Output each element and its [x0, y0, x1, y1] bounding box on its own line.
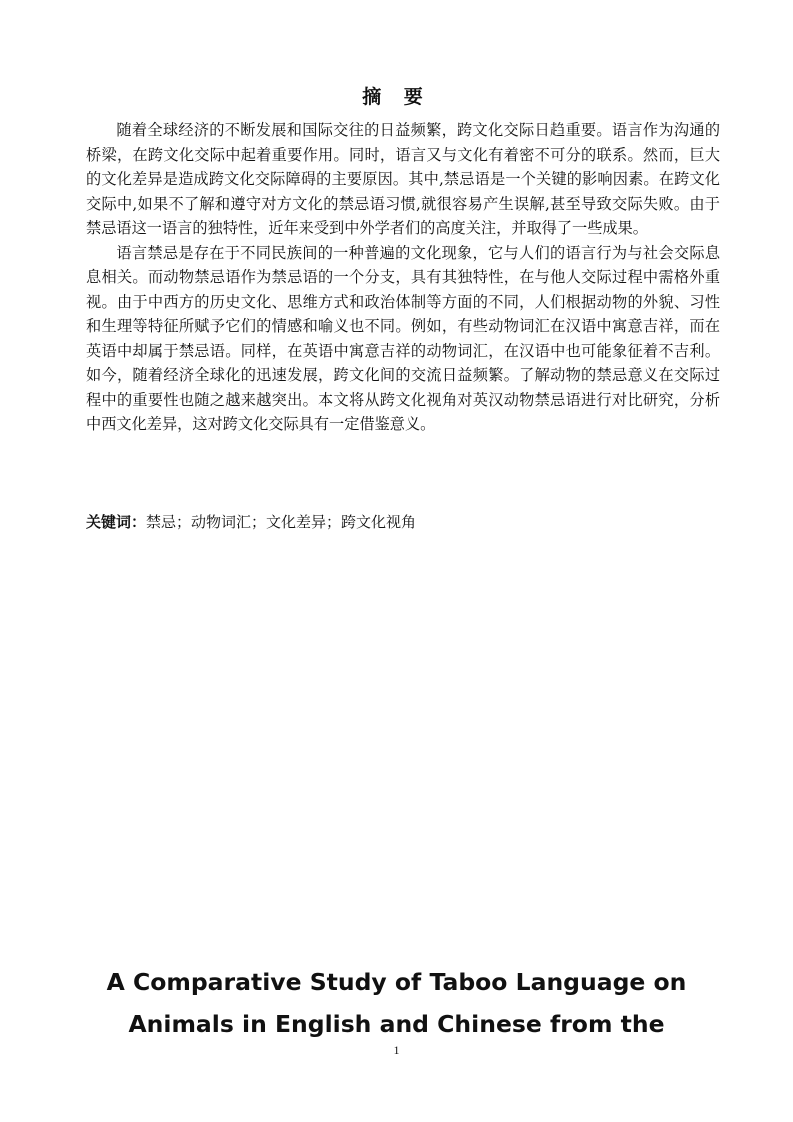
abstract-paragraph-2: 语言禁忌是存在于不同民族间的一种普遍的文化现象，它与人们的语言行为与社会交际息息相关。而动物禁忌语作为禁忌语的一个分支，具有其独特性，在与他人交际过程中需格外重视。由于中西方的历史文化、思维方式和政治体制等方面的不同，人们根据动物的外貌、习性和生理等特征所赋予它们的情感和喻义也不同。例如，有些动物词汇在汉语中寓意吉祥，而在英语中却属于禁忌语。同样，在英语中寓意吉祥的动物词汇，在汉语中也可能象征着不吉利。如今，随着经济全球化的迅速发展，跨文化间的交流日益频繁。了解动物的禁忌意义在交际过程中的重要性也随之越来越突出。本文将从跨文化视角对英汉动物禁忌语进行对比研究，分析中西文化差异，这对跨文化交际具有一定借鉴意义。	[86, 243, 720, 433]
page-number: 1	[393, 1043, 400, 1057]
keywords-text: 禁忌；动物词汇；文化差异；跨文化视角	[146, 513, 417, 531]
keywords-label: 关键词：	[86, 513, 147, 531]
abstract-title: 摘 要	[362, 86, 431, 108]
keywords-line	[86, 510, 416, 534]
abstract-paragraph-1: 随着全球经济的不断发展和国际交往的日益频繁，跨文化交际日趋重要。语言作为沟通的桥梁，在跨文化交际中起着重要作用。同时，语言又与文化有着密不可分的联系。然而，巨大的文化差异是造成跨文化交际障碍的主要原因。其中,禁忌语是一个关键的影响因素。在跨文化交际中,如果不了解和遵守对方文化的禁忌语习惯,就很容易产生误解,甚至导致交际失败。由于禁忌语这一语言的独特性，近年来受到中外学者们的高度关注，并取得了一些成果。	[86, 121, 720, 237]
english-title	[0, 961, 793, 1045]
english-title-line-2: Animals in English and Chinese from the	[128, 1010, 665, 1038]
abstract-body	[86, 118, 720, 437]
english-title-line-1: A Comparative Study of Taboo Language on	[106, 968, 687, 996]
